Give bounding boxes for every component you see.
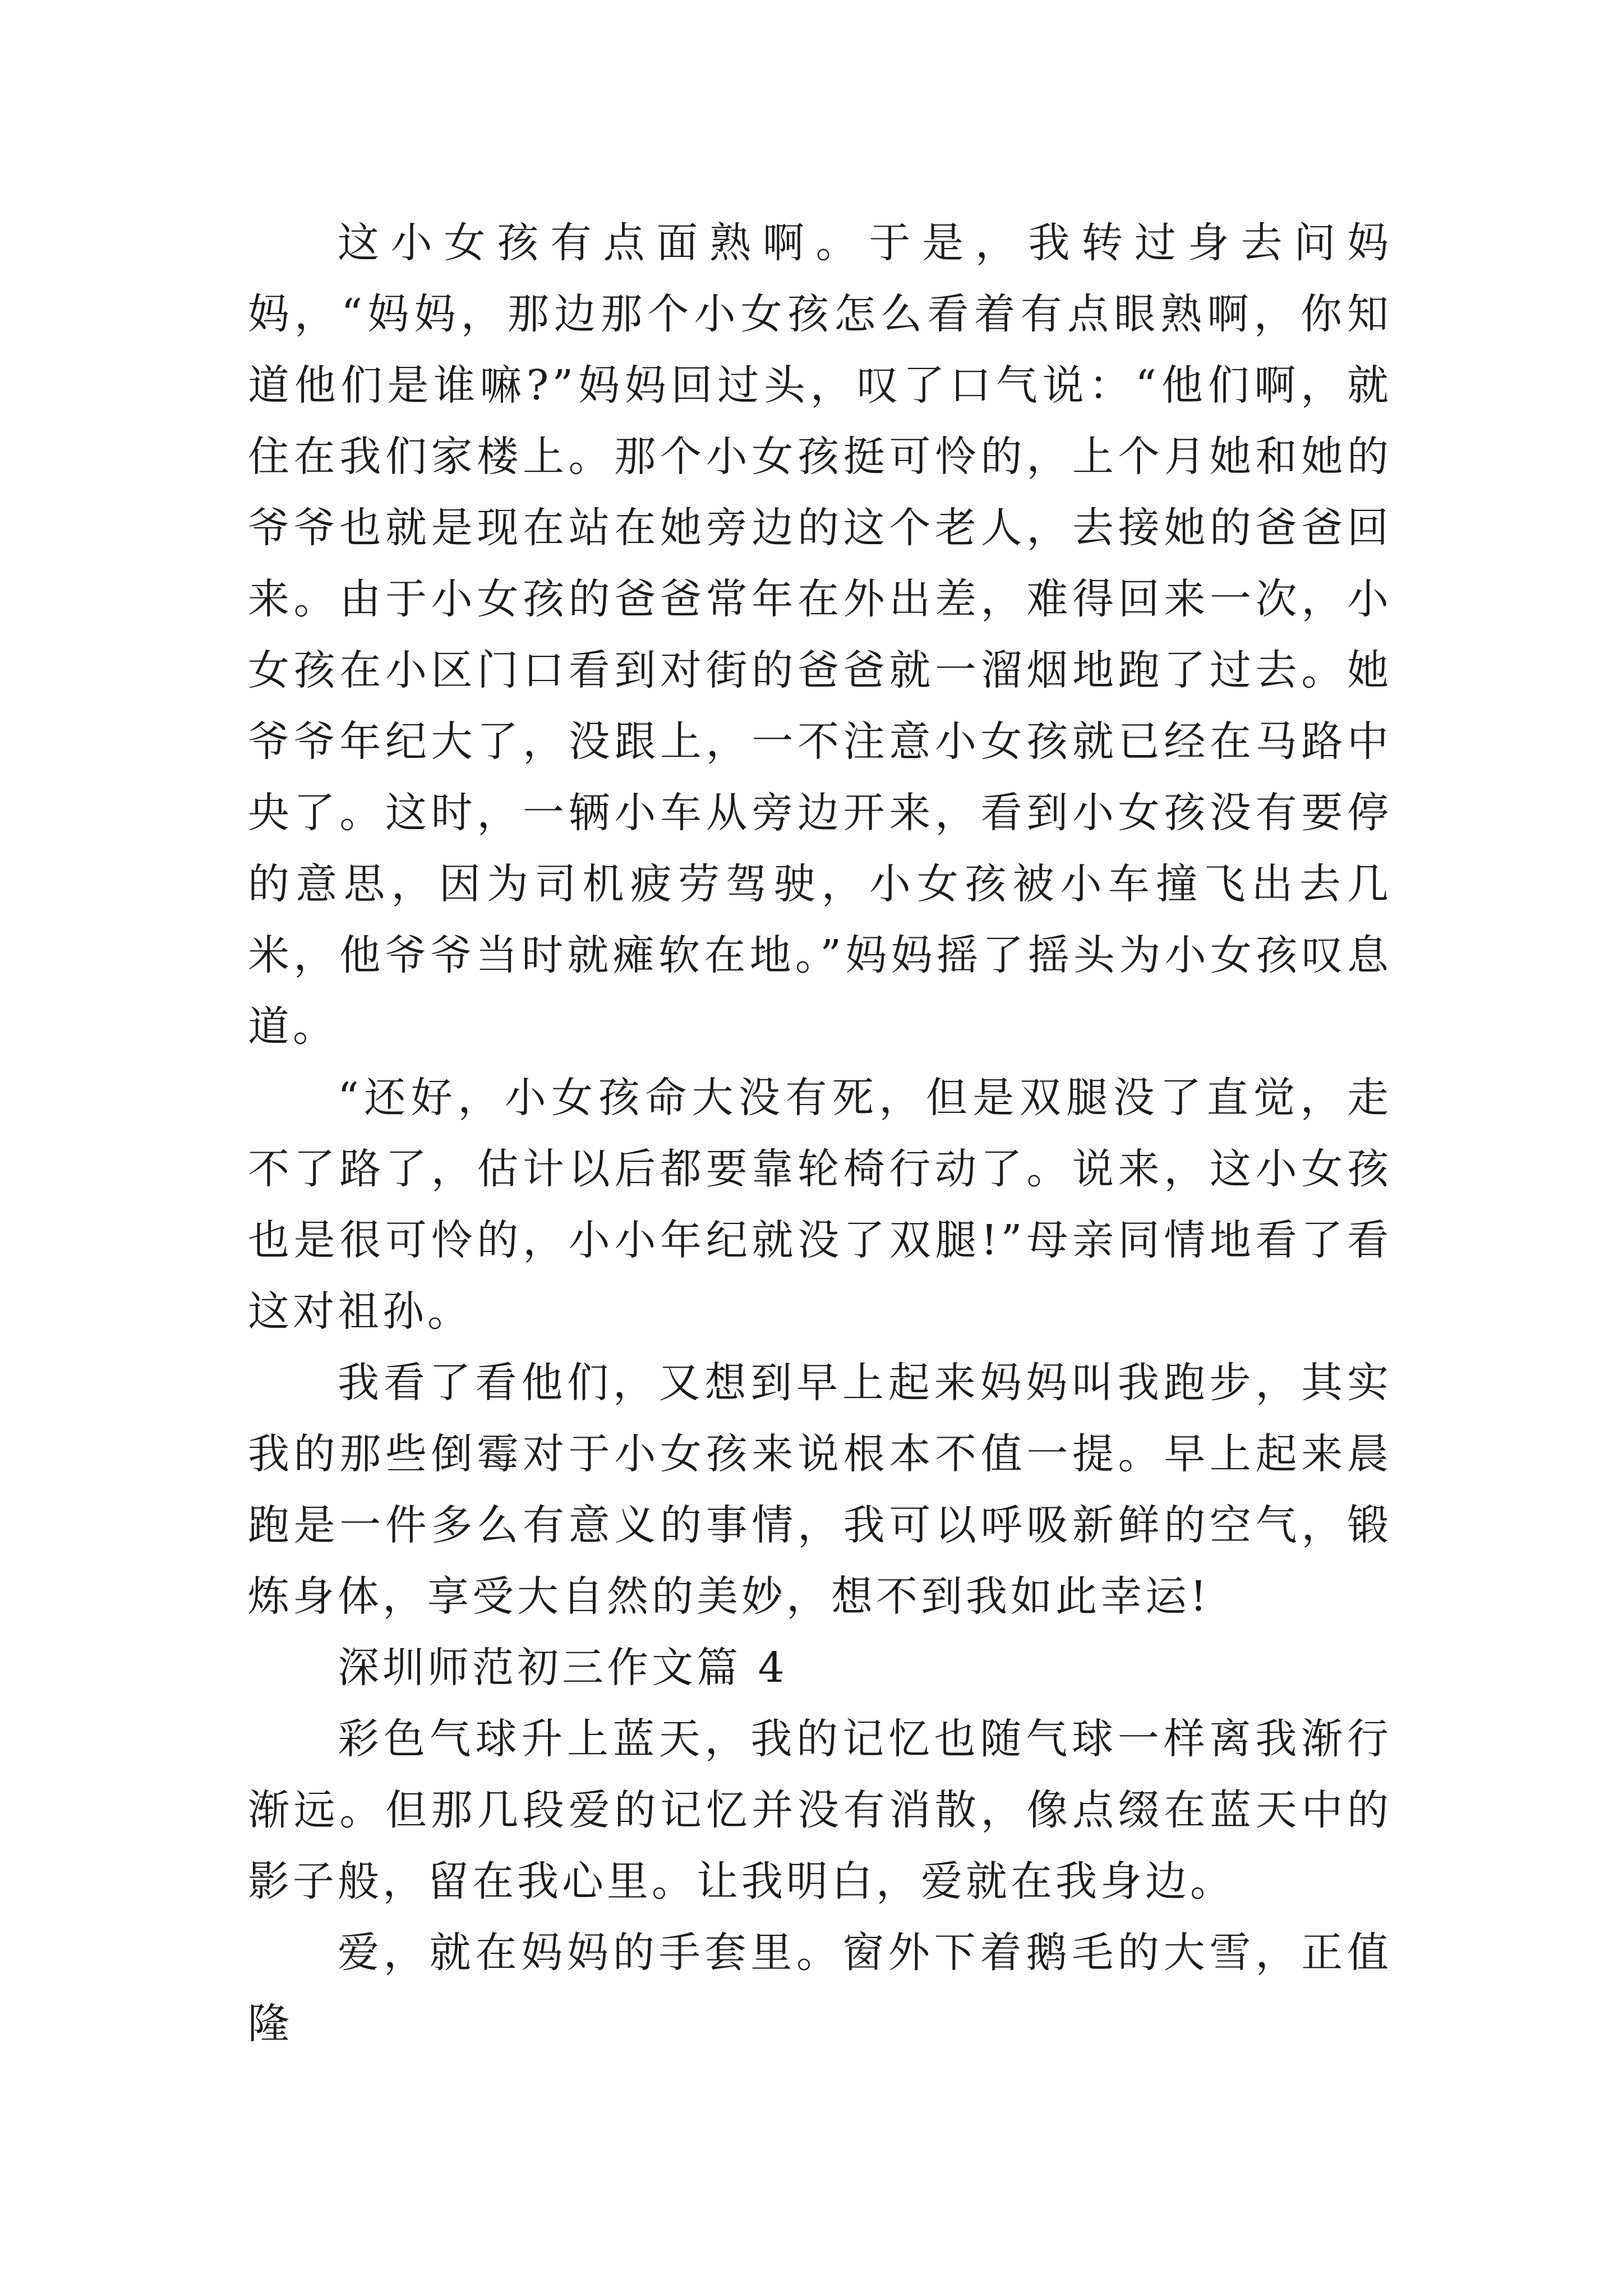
section-paragraph-1: 彩色气球升上蓝天，我的记忆也随气球一样离我渐行渐远。但那几段爱的记忆并没有消散，像点缀在蓝天中的影子般，留在我心里。让我明白，爱就在我身边。	[248, 1715, 1392, 1906]
section-heading: 深圳师范初三作文篇 4	[338, 1644, 788, 1692]
section-paragraph-2: 爱，就在妈妈的手套里。窗外下着鹅毛的大雪，正值隆	[248, 1929, 1392, 2048]
document-body	[248, 208, 1392, 2060]
paragraph-1: 这小女孩有点面熟啊。于是，我转过身去问妈妈，“妈妈，那边那个小女孩怎么看着有点眼熟啊，你知道他们是谁嘛?”妈妈回过头，叹了口气说：“他们啊，就住在我们家楼上。那个小女孩挺可怜的，上个月她和她的爷爷也就是现在站在她旁边的这个老人，去接她的爸爸回来。由于小女孩的爸爸常年在外出差，难得回来一次，小女孩在小区门口看到对街的爸爸就一溜烟地跑了过去。她爷爷年纪大了，没跟上，一不注意小女孩就已经在马路中央了。这时，一辆小车从旁边开来，看到小女孩没有要停的意思，因为司机疲劳驾驶，小女孩被小车撞飞出去几米，他爷爷当时就瘫软在地。”妈妈摇了摇头为小女孩叹息道。	[248, 219, 1392, 1051]
paragraph-3: 我看了看他们，又想到早上起来妈妈叫我跑步，其实我的那些倒霉对于小女孩来说根本不值一提。早上起来晨跑是一件多么有意义的事情，我可以呼吸新鲜的空气，锻炼身体，享受大自然的美妙，想不到我如此幸运!	[248, 1359, 1392, 1621]
paragraph-2: “还好，小女孩命大没有死，但是双腿没了直觉，走不了路了，估计以后都要靠轮椅行动了。说来，这小女孩也是很可怜的，小小年纪就没了双腿!”母亲同情地看了看这对祖孙。	[248, 1074, 1392, 1336]
